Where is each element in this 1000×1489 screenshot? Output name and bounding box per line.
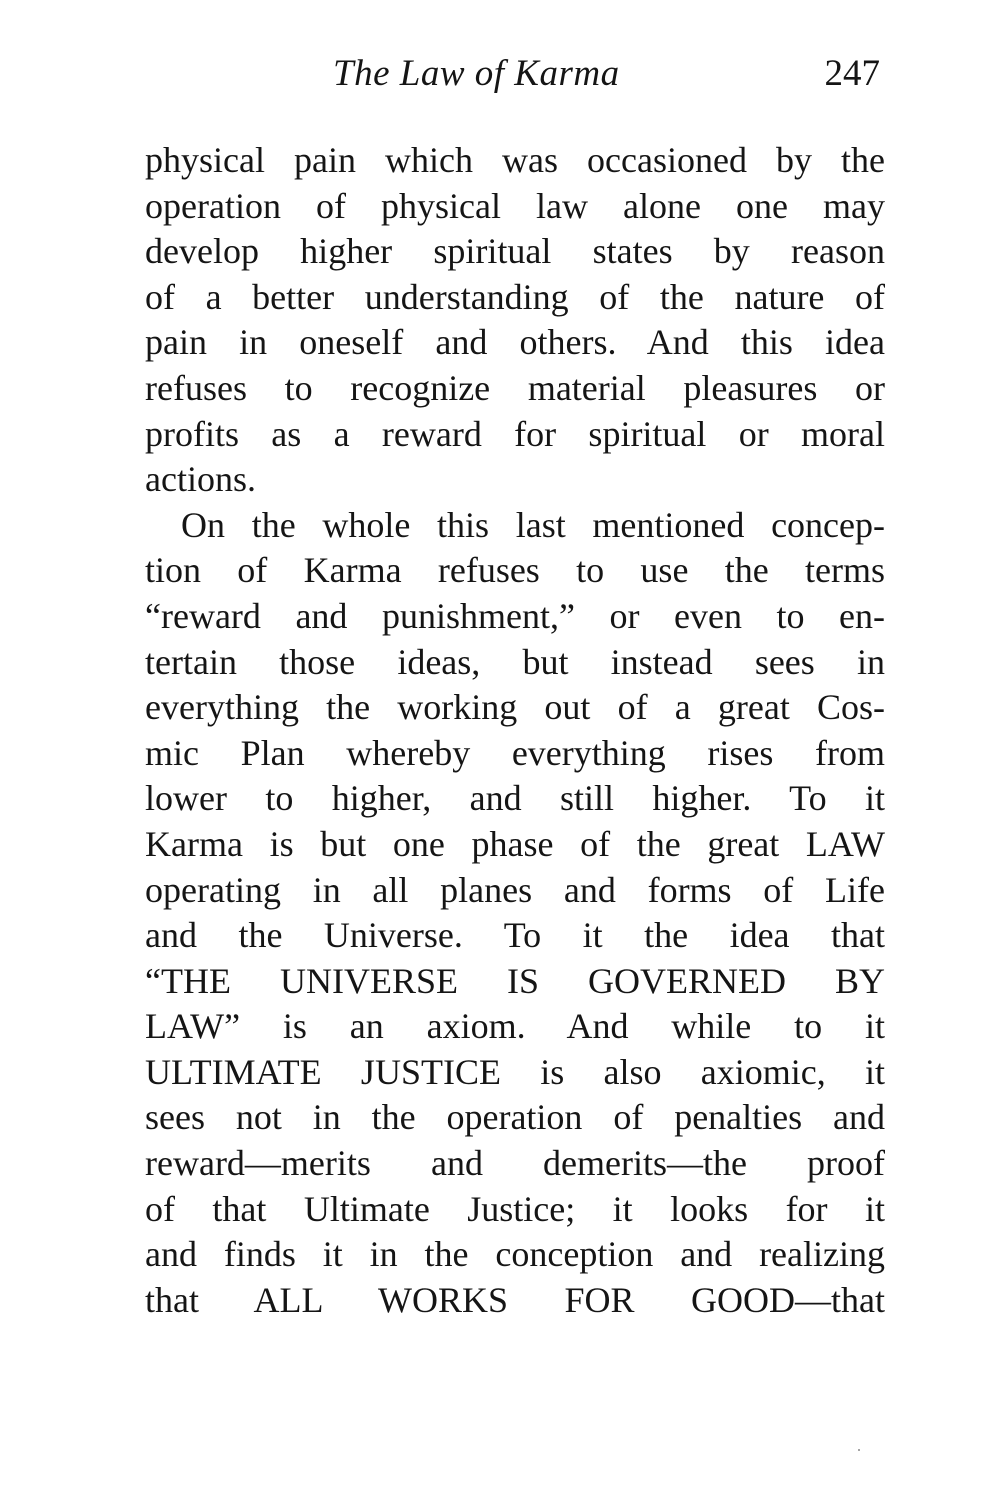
running-title: The Law of Karma xyxy=(333,53,620,94)
text-line: of that Ultimate Justice; it looks for it xyxy=(145,1188,885,1229)
text-line: that ALL WORKS FOR GOOD—that xyxy=(145,1279,885,1320)
text-line: operating in all planes and forms of Life xyxy=(145,869,885,910)
body-text xyxy=(145,138,885,1323)
text-line: operation of physical law alone one may xyxy=(145,185,885,226)
page-number: 247 xyxy=(824,53,880,94)
text-line: pain in oneself and others. And this idea xyxy=(145,322,885,363)
text-line: physical pain which was occasioned by the xyxy=(145,140,885,180)
text-line: profits as a reward for spiritual or moral xyxy=(145,413,885,454)
text-line: tion of Karma refuses to use the terms xyxy=(145,550,885,591)
text-line: refuses to recognize material pleasures or xyxy=(145,367,885,408)
text-line: everything the working out of a great Cos- xyxy=(145,687,885,728)
text-line: mic Plan whereby everything rises from xyxy=(145,732,885,773)
text-line: sees not in the operation of penalties and xyxy=(145,1097,885,1138)
paragraph-2 xyxy=(145,503,885,1324)
text-line: reward—merits and demerits—the proof xyxy=(145,1143,885,1184)
text-line: ULTIMATE JUSTICE is also axiomic, it xyxy=(145,1051,885,1092)
running-head xyxy=(145,52,885,102)
text-line: “reward and punishment,” or even to en- xyxy=(145,595,885,636)
text-line: of a better understanding of the nature of xyxy=(145,276,885,317)
text-line: On the whole this last mentioned concep- xyxy=(181,504,885,545)
text-line: tertain those ideas, but instead sees in xyxy=(145,641,885,682)
text-line: actions. xyxy=(145,459,256,500)
text-line: develop higher spiritual states by reason xyxy=(145,231,885,272)
text-line: lower to higher, and still higher. To it xyxy=(145,778,885,819)
text-line: Karma is but one phase of the great LAW xyxy=(145,823,885,864)
text-line: and the Universe. To it the idea that xyxy=(145,915,885,956)
text-line: LAW” is an axiom. And while to it xyxy=(145,1006,885,1047)
scan-speck xyxy=(858,1449,860,1451)
paragraph-1 xyxy=(145,138,885,503)
text-line: and finds it in the conception and realizing xyxy=(145,1234,885,1275)
text-line: “THE UNIVERSE IS GOVERNED BY xyxy=(145,960,885,1001)
